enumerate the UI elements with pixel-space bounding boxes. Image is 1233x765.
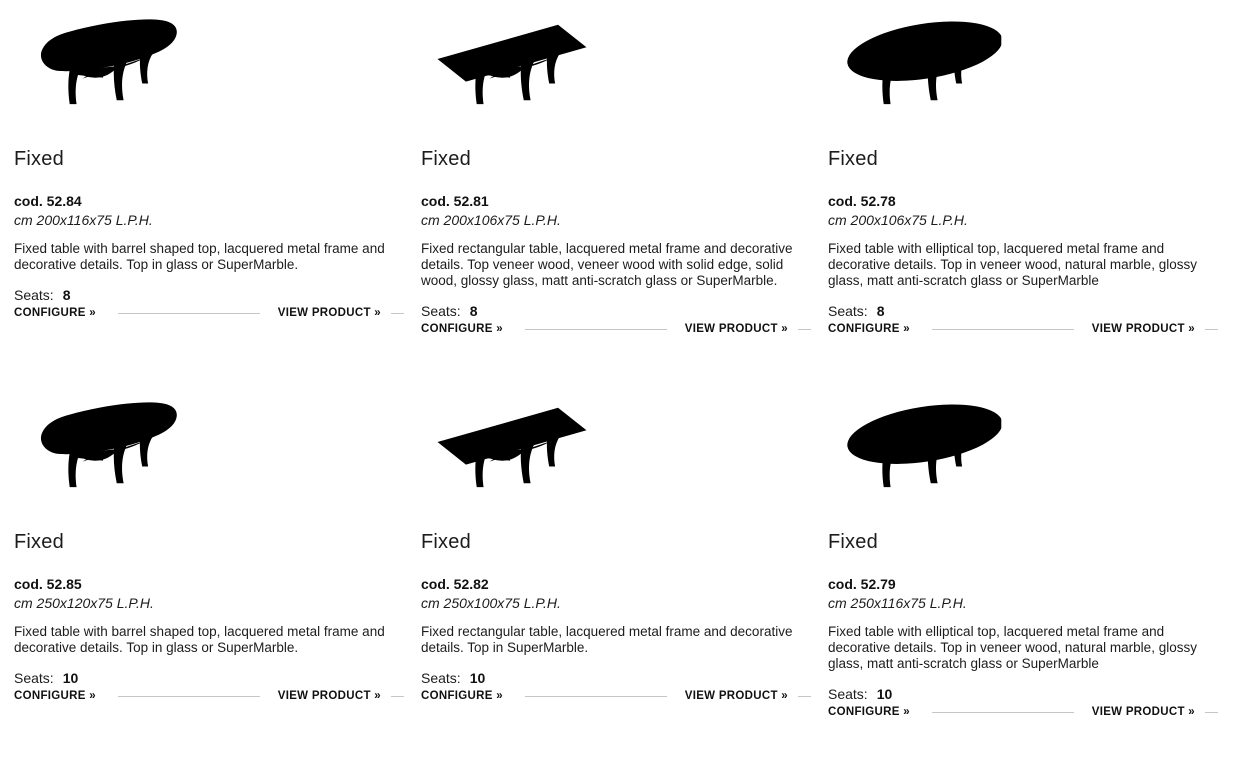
configure-link[interactable]: CONFIGURE »: [14, 307, 96, 319]
seats-value: 10: [469, 670, 486, 686]
product-description: Fixed rectangular table, lacquered metal frame and decorative details. Top veneer wood, veneer wood with solid edge, solid wood, glossy glass, matt anti-scratch glass or SuperMarble.: [421, 241, 793, 288]
seats-label: Seats:: [14, 287, 54, 303]
product-links: [14, 690, 404, 702]
configure-link[interactable]: CONFIGURE »: [421, 323, 503, 335]
divider-end: [798, 696, 811, 697]
product-dimensions: cm 250x116x75 L.P.H.: [828, 595, 967, 611]
product-code: cod. 52.82: [421, 576, 489, 592]
product-title: Fixed: [14, 148, 64, 170]
product-image[interactable]: [421, 12, 811, 147]
view-product-link[interactable]: VIEW PRODUCT »: [1091, 323, 1195, 335]
product-card: [421, 12, 811, 335]
product-title: Fixed: [421, 531, 471, 553]
rectangular-table-icon: [427, 12, 595, 110]
product-seats: [828, 303, 1218, 319]
elliptical-table-icon: [834, 12, 1002, 110]
configure-link[interactable]: CONFIGURE »: [421, 690, 503, 702]
product-links: [421, 690, 811, 702]
product-seats: [14, 670, 404, 686]
product-seats: [421, 670, 811, 686]
rectangular-table-icon: [427, 395, 595, 493]
product-dimensions: cm 200x106x75 L.P.H.: [828, 212, 968, 228]
seats-value: 8: [62, 287, 71, 303]
product-links: [14, 307, 404, 319]
divider-end: [1205, 712, 1218, 713]
product-title: Fixed: [14, 531, 64, 553]
product-card: [828, 12, 1218, 335]
product-seats: [421, 303, 811, 319]
product-links: [828, 323, 1218, 335]
barrel-table-icon: [20, 395, 188, 493]
product-code: cod. 52.79: [828, 576, 896, 592]
product-code: cod. 52.85: [14, 576, 82, 592]
view-product-link[interactable]: VIEW PRODUCT »: [277, 690, 381, 702]
product-description: Fixed rectangular table, lacquered metal frame and decorative details. Top in SuperMarble.: [421, 624, 793, 655]
seats-value: 8: [876, 303, 885, 319]
product-description: Fixed table with barrel shaped top, lacquered metal frame and decorative details. Top in glass or SuperMarble.: [14, 624, 385, 655]
configure-link[interactable]: CONFIGURE »: [828, 323, 910, 335]
product-dimensions: cm 200x106x75 L.P.H.: [421, 212, 561, 228]
product-description: Fixed table with elliptical top, lacquered metal frame and decorative details. Top in veneer wood, natural marble, glossy glass, matt anti-scratch glass or SuperMarble: [828, 624, 1197, 671]
product-seats: [14, 287, 404, 303]
product-card: [828, 395, 1218, 718]
seats-label: Seats:: [828, 686, 868, 702]
configure-link[interactable]: CONFIGURE »: [828, 706, 910, 718]
divider-line: [525, 329, 667, 330]
seats-label: Seats:: [421, 303, 461, 319]
product-dimensions: cm 250x120x75 L.P.H.: [14, 595, 154, 611]
divider-line: [525, 696, 667, 697]
product-seats: [828, 686, 1218, 702]
seats-value: 10: [62, 670, 79, 686]
product-dimensions: cm 250x100x75 L.P.H.: [421, 595, 561, 611]
product-title: Fixed: [828, 531, 878, 553]
product-description: Fixed table with elliptical top, lacquered metal frame and decorative details. Top in veneer wood, natural marble, glossy glass, matt anti-scratch glass or SuperMarble: [828, 241, 1197, 288]
product-code: cod. 52.78: [828, 193, 896, 209]
product-card: [14, 12, 404, 335]
seats-label: Seats:: [828, 303, 868, 319]
divider-line: [932, 329, 1074, 330]
divider-end: [391, 313, 404, 314]
product-title: Fixed: [828, 148, 878, 170]
product-image[interactable]: [828, 12, 1218, 147]
product-image[interactable]: [421, 395, 811, 530]
product-image[interactable]: [828, 395, 1218, 530]
product-code: cod. 52.81: [421, 193, 489, 209]
seats-value: 8: [469, 303, 478, 319]
product-description: Fixed table with barrel shaped top, lacquered metal frame and decorative details. Top in glass or SuperMarble.: [14, 241, 385, 272]
elliptical-table-icon: [834, 395, 1002, 493]
seats-value: 10: [876, 686, 893, 702]
divider-end: [798, 329, 811, 330]
divider-end: [1205, 329, 1218, 330]
product-title: Fixed: [421, 148, 471, 170]
product-code: cod. 52.84: [14, 193, 82, 209]
view-product-link[interactable]: VIEW PRODUCT »: [684, 323, 788, 335]
divider-line: [932, 712, 1074, 713]
product-card: [14, 395, 404, 718]
view-product-link[interactable]: VIEW PRODUCT »: [277, 307, 381, 319]
product-links: [828, 706, 1218, 718]
divider-end: [391, 696, 404, 697]
product-image[interactable]: [14, 12, 404, 147]
divider-line: [118, 696, 260, 697]
barrel-table-icon: [20, 12, 188, 110]
configure-link[interactable]: CONFIGURE »: [14, 690, 96, 702]
product-dimensions: cm 200x116x75 L.P.H.: [14, 212, 153, 228]
view-product-link[interactable]: VIEW PRODUCT »: [684, 690, 788, 702]
view-product-link[interactable]: VIEW PRODUCT »: [1091, 706, 1195, 718]
seats-label: Seats:: [421, 670, 461, 686]
seats-label: Seats:: [14, 670, 54, 686]
divider-line: [118, 313, 260, 314]
product-links: [421, 323, 811, 335]
product-image[interactable]: [14, 395, 404, 530]
product-card: [421, 395, 811, 718]
